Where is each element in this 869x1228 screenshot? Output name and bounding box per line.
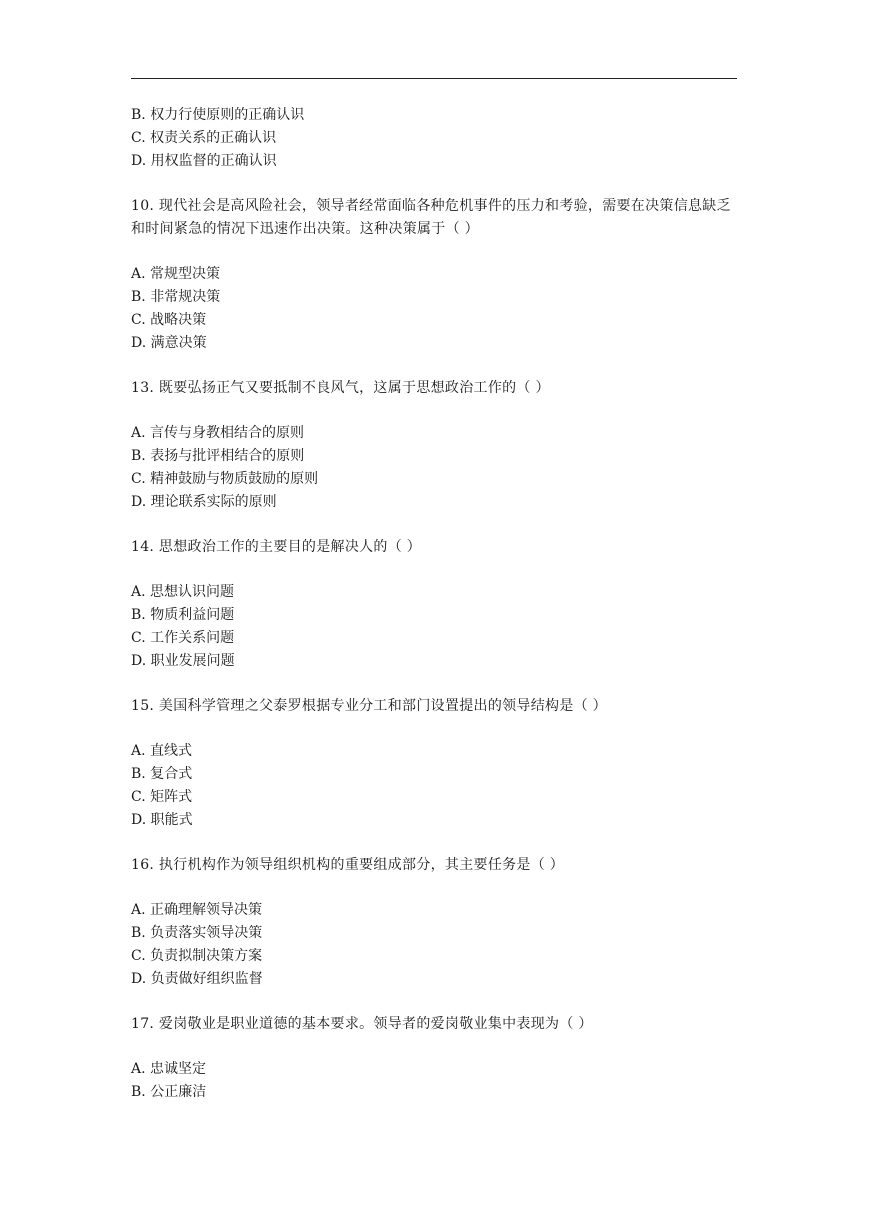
question-text: 14. 思想政治工作的主要目的是解决人的（ ） — [131, 539, 422, 555]
option-line: B. 非常规决策 — [131, 289, 221, 305]
document-body — [131, 104, 743, 1126]
option-line: A. 忠诚坚定 — [131, 1061, 207, 1077]
question-text: 16. 执行机构作为领导组织机构的重要组成部分，其主要任务是（ ） — [131, 857, 565, 873]
option-line: B. 表扬与批评相结合的原则 — [131, 448, 305, 464]
option-line: C. 战略决策 — [131, 312, 207, 328]
question-text: 10. 现代社会是高风险社会，领导者经常面临各种危机事件的压力和考验，需要在决策信息缺乏和时间紧急的情况下迅速作出决策。这种决策属于（ ） — [131, 198, 731, 237]
option-line: C. 工作关系问题 — [131, 630, 235, 646]
option-line: D. 用权监督的正确认识 — [131, 153, 277, 169]
question-text: 15. 美国科学管理之父泰罗根据专业分工和部门设置提出的领导结构是（ ） — [131, 698, 607, 714]
option-line: B. 物质利益问题 — [131, 607, 235, 623]
option-line: C. 矩阵式 — [131, 789, 193, 805]
option-line: A. 思想认识问题 — [131, 584, 235, 600]
question-text: 17. 爱岗敬业是职业道德的基本要求。领导者的爱岗敬业集中表现为（ ） — [131, 1016, 593, 1032]
option-line: B. 公正廉洁 — [131, 1084, 207, 1100]
option-line: C. 权责关系的正确认识 — [131, 130, 277, 146]
option-line: C. 精神鼓励与物质鼓励的原则 — [131, 471, 319, 487]
question-17 — [131, 1013, 743, 1104]
option-line: B. 权力行使原则的正确认识 — [131, 107, 305, 123]
continued-options — [131, 104, 743, 173]
question-text: 13. 既要弘扬正气又要抵制不良风气，这属于思想政治工作的（ ） — [131, 380, 550, 396]
option-line: B. 负责落实领导决策 — [131, 925, 263, 941]
option-line: A. 正确理解领导决策 — [131, 902, 263, 918]
option-line: C. 负责拟制决策方案 — [131, 948, 263, 964]
question-10 — [131, 195, 743, 355]
option-line: D. 职业发展问题 — [131, 653, 235, 669]
question-13 — [131, 377, 743, 514]
header-rule — [131, 78, 737, 79]
option-line: D. 职能式 — [131, 812, 193, 828]
question-16 — [131, 854, 743, 991]
option-line: A. 言传与身教相结合的原则 — [131, 425, 305, 441]
option-line: B. 复合式 — [131, 766, 193, 782]
option-line: A. 直线式 — [131, 743, 193, 759]
option-line: A. 常规型决策 — [131, 266, 221, 282]
question-15 — [131, 695, 743, 832]
option-line: D. 负责做好组织监督 — [131, 971, 263, 987]
question-14 — [131, 536, 743, 673]
option-line: D. 满意决策 — [131, 335, 207, 351]
option-line: D. 理论联系实际的原则 — [131, 494, 277, 510]
